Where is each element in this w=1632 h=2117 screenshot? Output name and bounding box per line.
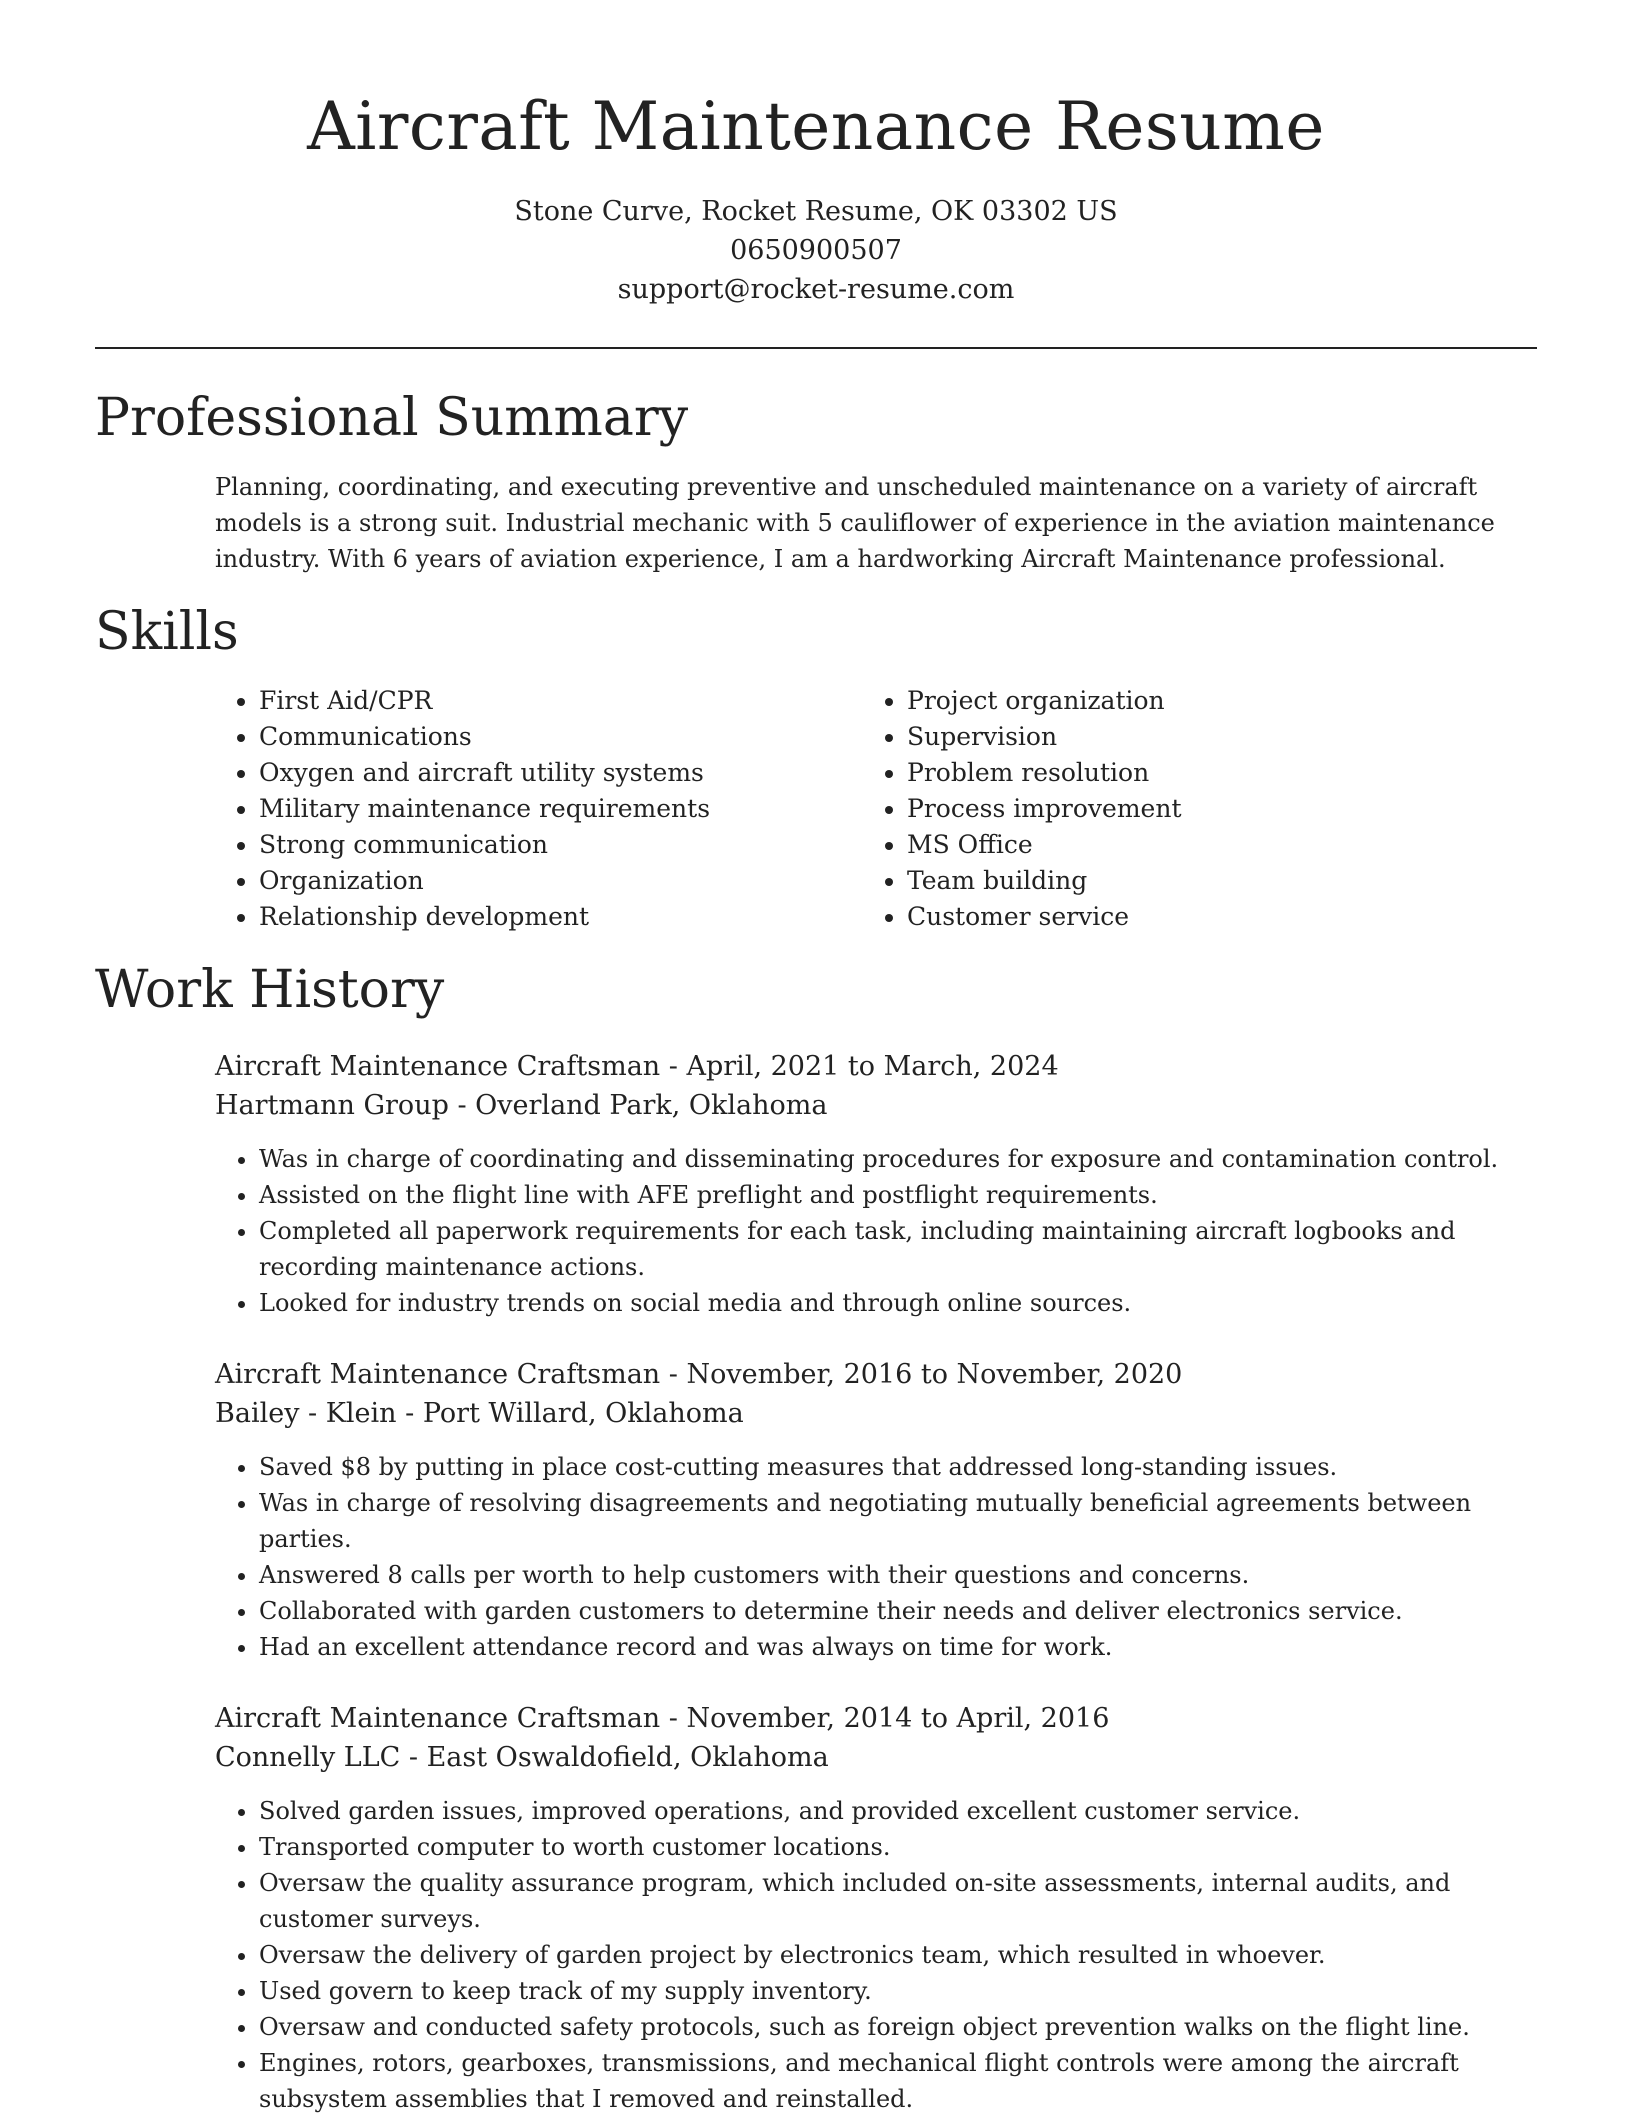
job-location: - Port Willard, Oklahoma (396, 1398, 744, 1429)
skill-item: • Military maintenance requirements (259, 791, 863, 827)
job-company-line (215, 1086, 1537, 1125)
job-dates: - November, 2014 to April, 2016 (660, 1703, 1110, 1734)
skill-item: • Project organization (907, 683, 1511, 719)
work-history-section (95, 957, 1537, 2117)
header-divider (95, 347, 1537, 349)
resume-title: Aircraft Maintenance Resume (307, 88, 1325, 165)
job-dates: - April, 2021 to March, 2024 (660, 1051, 1059, 1082)
job-bullet: • Had an excellent attendance record and was always on time for work. (259, 1629, 1537, 1665)
job-title-line (215, 1047, 1537, 1086)
skill-item: • Customer service (907, 899, 1511, 935)
job-entry (215, 1699, 1537, 2117)
job-bullet: • Saved $8 by putting in place cost-cutting measures that addressed long-standing issues. (259, 1449, 1537, 1485)
job-title-line (215, 1355, 1537, 1394)
work-history-heading: Work History (95, 960, 445, 1020)
job-bullet: • Completed all paperwork requirements for each task, including maintaining aircraft logbooks and recording maintenance actions. (259, 1213, 1537, 1285)
summary-heading: Professional Summary (95, 388, 689, 448)
job-company: Connelly LLC (215, 1742, 401, 1773)
job-company-line (215, 1738, 1537, 1777)
job-bullets (215, 1793, 1537, 2117)
skill-item: • Strong communication (259, 827, 863, 863)
job-entry (215, 1355, 1537, 1665)
job-company: Bailey - Klein (215, 1398, 397, 1429)
job-location: - East Oswaldofield, Oklahoma (400, 1742, 829, 1773)
job-bullet: • Was in charge of resolving disagreements and negotiating mutually beneficial agreements between parties. (259, 1485, 1537, 1557)
skill-item: • Team building (907, 863, 1511, 899)
job-company-line (215, 1394, 1537, 1433)
skill-item: • MS Office (907, 827, 1511, 863)
job-bullet: • Used govern to keep track of my supply inventory. (259, 1973, 1537, 2009)
skills-section (95, 599, 1537, 935)
job-bullet: • Transported computer to worth customer locations. (259, 1829, 1537, 1865)
job-bullet: • Solved garden issues, improved operations, and provided excellent customer service. (259, 1793, 1537, 1829)
job-entry (215, 1047, 1537, 1321)
summary-section (95, 385, 1537, 577)
job-bullet: • Oversaw the delivery of garden project by electronics team, which resulted in whoever. (259, 1937, 1537, 1973)
skills-heading: Skills (95, 602, 239, 662)
skill-item: • Supervision (907, 719, 1511, 755)
job-bullets (215, 1141, 1537, 1321)
contact-address: Stone Curve, Rocket Resume, OK 03302 US (514, 196, 1118, 227)
job-role: Aircraft Maintenance Craftsman (215, 1051, 661, 1082)
job-location: - Overland Park, Oklahoma (448, 1090, 828, 1121)
skills-list-right (863, 683, 1511, 935)
contact-block (95, 192, 1537, 309)
job-bullet: • Oversaw and conducted safety protocols, such as foreign object prevention walks on the flight line. (259, 2009, 1537, 2045)
skills-list-left (215, 683, 863, 935)
job-bullet: • Answered 8 calls per worth to help customers with their questions and concerns. (259, 1557, 1537, 1593)
job-bullet: • Was in charge of coordinating and disseminating procedures for exposure and contamination control. (259, 1141, 1537, 1177)
skill-item: • Communications (259, 719, 863, 755)
job-bullets (215, 1449, 1537, 1665)
skills-columns (215, 683, 1537, 935)
contact-phone: 0650900507 (730, 235, 902, 266)
job-bullet: • Collaborated with garden customers to determine their needs and deliver electronics service. (259, 1593, 1537, 1629)
job-bullet: • Assisted on the flight line with AFE preflight and postflight requirements. (259, 1177, 1537, 1213)
job-title-line (215, 1699, 1537, 1738)
skill-item: • Oxygen and aircraft utility systems (259, 755, 863, 791)
skill-item: • Relationship development (259, 899, 863, 935)
summary-text: Planning, coordinating, and executing preventive and unscheduled maintenance on a variety of aircraft models is a strong suit. Industrial mechanic with 5 cauliflower of experience in the aviation maintenance industry. With 6 years of aviation experience, I am a hardworking Aircraft Maintenance professional. (215, 473, 1495, 573)
job-dates: - November, 2016 to November, 2020 (660, 1359, 1183, 1390)
job-bullet: • Engines, rotors, gearboxes, transmissions, and mechanical flight controls were among the aircraft subsystem assemblies that I removed and reinstalled. (259, 2045, 1537, 2117)
job-company: Hartmann Group (215, 1090, 449, 1121)
contact-email: support@rocket-resume.com (617, 274, 1015, 305)
resume-header (95, 0, 1537, 309)
skill-item: • Organization (259, 863, 863, 899)
skill-item: • Process improvement (907, 791, 1511, 827)
job-bullet: • Looked for industry trends on social media and through online sources. (259, 1285, 1537, 1321)
skill-item: • First Aid/CPR (259, 683, 863, 719)
skill-item: • Problem resolution (907, 755, 1511, 791)
job-bullet: • Oversaw the quality assurance program, which included on-site assessments, internal audits, and customer surveys. (259, 1865, 1537, 1937)
job-role: Aircraft Maintenance Craftsman (215, 1703, 661, 1734)
job-role: Aircraft Maintenance Craftsman (215, 1359, 661, 1390)
